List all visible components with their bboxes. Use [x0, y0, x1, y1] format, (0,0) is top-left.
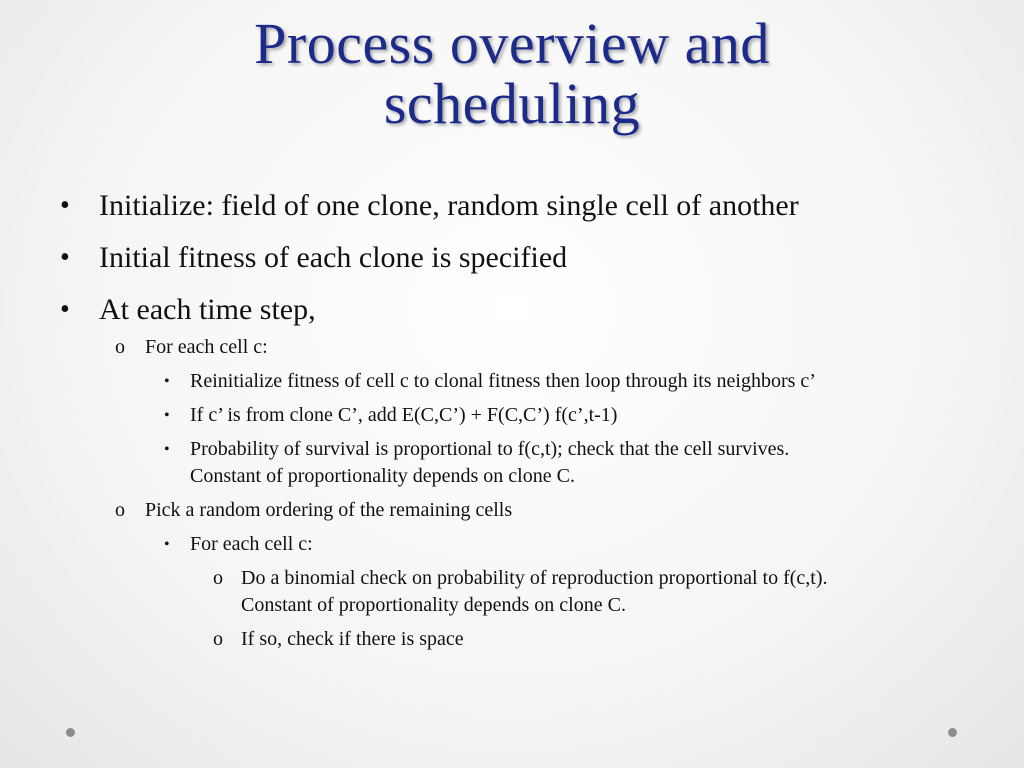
- sub-sub-bullet-if-from-clone: [60, 402, 980, 429]
- bullet-icon: •: [164, 407, 170, 424]
- bullet-icon: •: [60, 190, 70, 221]
- bullet-initial-fitness: [60, 240, 980, 276]
- sub-sub-bullet-text: Reinitialize fitness of cell c to clonal fitness then loop through its neighbors c’: [190, 370, 816, 392]
- level4-bullet-check-space: [60, 626, 980, 653]
- sub-sub-bullet-probability-survival: [60, 436, 980, 490]
- circle-bullet-icon: o: [213, 628, 223, 650]
- sub-sub-bullet-for-each-cell: [60, 531, 980, 558]
- sub-sub-bullet-text-line-1: Probability of survival is proportional to f(c,t); check that the cell survives.: [190, 438, 790, 460]
- circle-bullet-icon: o: [115, 499, 125, 521]
- slide-title: [0, 11, 1024, 136]
- bullet-text: Initialize: field of one clone, random single cell of another: [99, 189, 799, 222]
- circle-bullet-icon: o: [213, 567, 223, 589]
- slide-body: [60, 188, 980, 660]
- sub-sub-bullet-text-line-2: Constant of proportionality depends on clone C.: [190, 465, 575, 487]
- sub-sub-bullet-text: For each cell c:: [190, 533, 313, 555]
- sub-bullet-text: For each cell c:: [145, 336, 268, 358]
- slide-title-line-1: Process overview and: [254, 11, 770, 76]
- level4-bullet-binomial-check: [60, 565, 980, 619]
- bullet-icon: •: [164, 441, 170, 458]
- bullet-icon: •: [164, 373, 170, 390]
- bullet-icon: •: [164, 536, 170, 553]
- corner-dot-left-decoration: [66, 728, 75, 737]
- slide-title-line-2: scheduling: [383, 71, 641, 136]
- sub-sub-bullet-reinitialize: [60, 368, 980, 395]
- bullet-each-time-step: [60, 292, 980, 328]
- sub-sub-bullet-text: If c’ is from clone C’, add E(C,C’) + F(C,C’) f(c’,t-1): [190, 404, 618, 426]
- corner-dot-right-decoration: [948, 728, 957, 737]
- level4-bullet-text: If so, check if there is space: [241, 628, 464, 650]
- sub-bullet-for-each-cell: [60, 334, 980, 360]
- sub-bullet-text: Pick a random ordering of the remaining cells: [145, 499, 513, 521]
- bullet-text: At each time step,: [99, 293, 316, 326]
- level4-bullet-text-line-1: Do a binomial check on probability of reproduction proportional to f(c,t).: [241, 567, 828, 589]
- bullet-initialize: [60, 188, 980, 224]
- bullet-text: Initial fitness of each clone is specified: [99, 241, 568, 274]
- level4-bullet-text-line-2: Constant of proportionality depends on clone C.: [241, 594, 626, 616]
- circle-bullet-icon: o: [115, 336, 125, 358]
- bullet-icon: •: [60, 294, 70, 325]
- bullet-icon: •: [60, 242, 70, 273]
- sub-bullet-random-ordering: [60, 497, 980, 523]
